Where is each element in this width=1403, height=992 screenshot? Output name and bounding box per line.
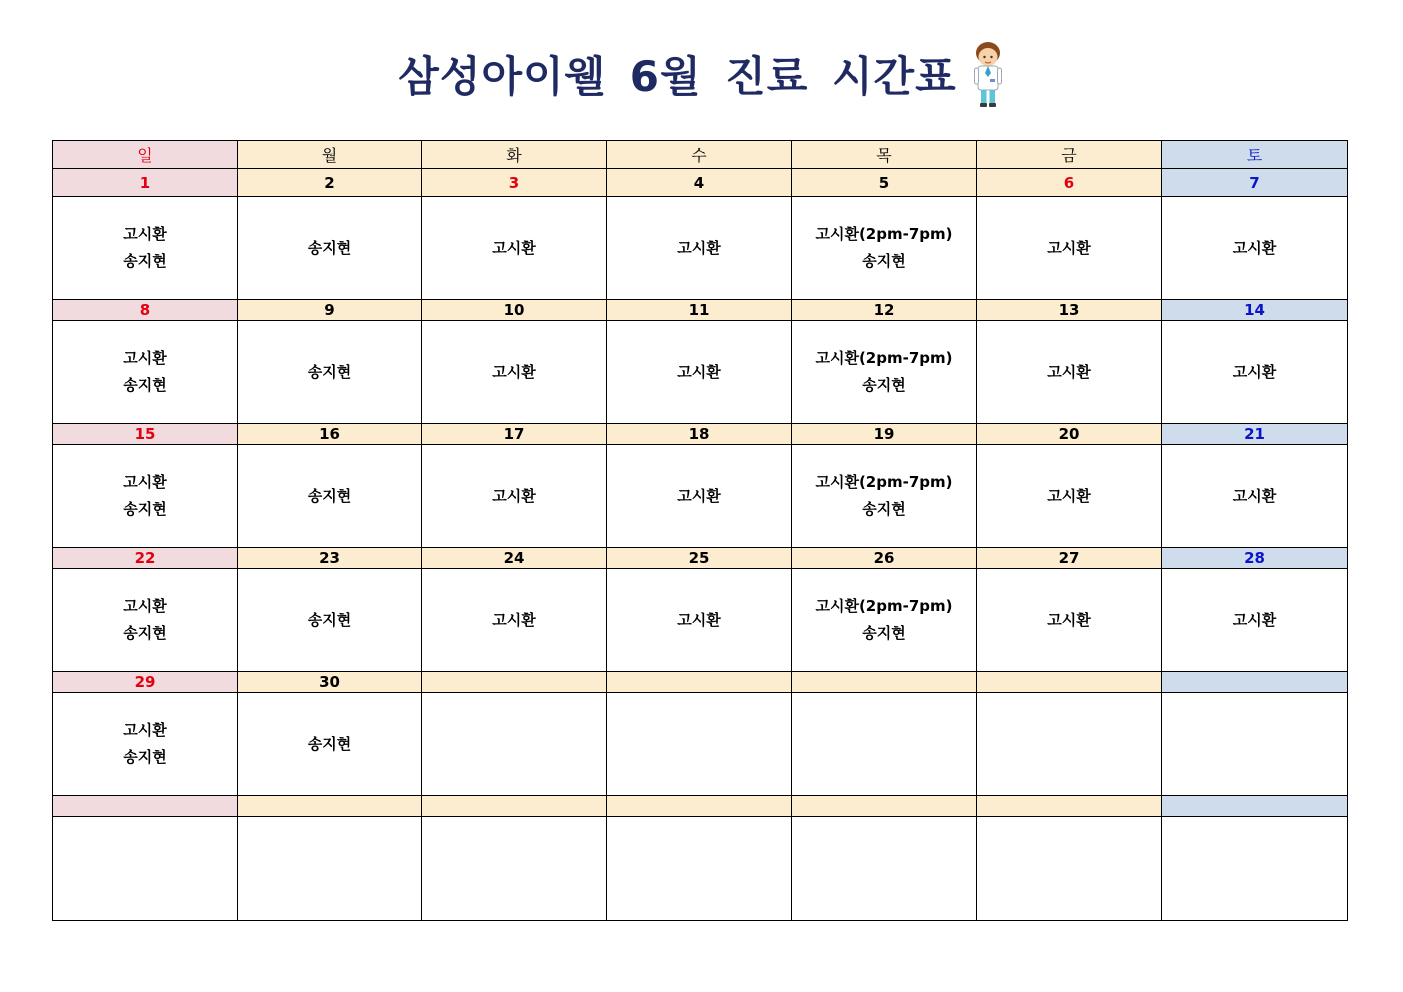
doctor-name: 고시환 <box>492 362 536 381</box>
date-cell-mon: 9 <box>238 300 422 321</box>
date-cell-sun: 15 <box>53 424 238 445</box>
weekday-header-row <box>53 141 1348 169</box>
date-cell-fri <box>977 796 1162 817</box>
schedule-row <box>53 321 1348 424</box>
date-cell-wed: 4 <box>607 169 792 197</box>
schedule-cell-mon <box>238 197 422 300</box>
date-cell-tue: 3 <box>422 169 607 197</box>
schedule-cell-thu <box>792 693 977 796</box>
date-cell-thu: 26 <box>792 548 977 569</box>
weekday-wed: 수 <box>607 141 792 169</box>
schedule-cell-tue <box>422 817 607 921</box>
doctor-name: 고시환(2pm-7pm) <box>815 225 953 243</box>
schedule-cell-fri <box>977 197 1162 300</box>
schedule-cell-tue <box>422 445 607 548</box>
weekday-fri: 금 <box>977 141 1162 169</box>
doctor-name: 송지현 <box>862 624 906 642</box>
weekday-mon: 월 <box>238 141 422 169</box>
schedule-cell-mon <box>238 445 422 548</box>
schedule-cell-mon <box>238 817 422 921</box>
schedule-cell-fri <box>977 693 1162 796</box>
date-cell-thu: 19 <box>792 424 977 445</box>
schedule-cell-wed <box>607 197 792 300</box>
schedule-row <box>53 445 1348 548</box>
date-cell-mon: 30 <box>238 672 422 693</box>
date-cell-tue: 24 <box>422 548 607 569</box>
date-cell-mon <box>238 796 422 817</box>
schedule-cell-sat <box>1162 197 1348 300</box>
date-cell-mon: 16 <box>238 424 422 445</box>
doctor-name: 고시환 <box>1047 238 1091 257</box>
schedule-cell-tue <box>422 569 607 672</box>
schedule-cell-thu <box>792 445 977 548</box>
date-cell-fri: 6 <box>977 169 1162 197</box>
doctor-name: 송지현 <box>307 486 352 505</box>
schedule-cell-thu <box>792 197 977 300</box>
doctor-name: 고시환 <box>677 362 721 381</box>
date-cell-tue <box>422 672 607 693</box>
schedule-cell-sat <box>1162 817 1348 921</box>
schedule-cell-wed <box>607 569 792 672</box>
date-cell-tue: 17 <box>422 424 607 445</box>
schedule-row <box>53 817 1348 921</box>
date-row <box>53 169 1348 197</box>
doctor-name: 송지현 <box>123 376 167 394</box>
date-cell-sun: 1 <box>53 169 238 197</box>
doctor-name: 송지현 <box>307 362 352 381</box>
doctor-name: 고시환 <box>123 225 167 243</box>
date-cell-fri: 13 <box>977 300 1162 321</box>
date-cell-tue: 10 <box>422 300 607 321</box>
date-cell-sun <box>53 796 238 817</box>
date-cell-sun: 29 <box>53 672 238 693</box>
doctor-name: 고시환 <box>1047 610 1091 629</box>
schedule-row <box>53 693 1348 796</box>
date-cell-sat: 28 <box>1162 548 1348 569</box>
doctor-name: 고시환(2pm-7pm) <box>815 473 953 491</box>
schedule-cell-fri <box>977 817 1162 921</box>
schedule-cell-tue <box>422 693 607 796</box>
doctor-name: 고시환 <box>677 238 721 257</box>
schedule-cell-tue <box>422 197 607 300</box>
weekday-thu: 목 <box>792 141 977 169</box>
doctor-name: 송지현 <box>123 252 167 270</box>
date-cell-sat <box>1162 796 1348 817</box>
date-cell-wed: 18 <box>607 424 792 445</box>
doctor-name: 고시환(2pm-7pm) <box>815 349 953 367</box>
schedule-cell-sun <box>53 693 238 796</box>
doctor-name: 고시환 <box>492 610 536 629</box>
date-row <box>53 424 1348 445</box>
date-cell-sat: 21 <box>1162 424 1348 445</box>
date-cell-sun: 22 <box>53 548 238 569</box>
doctor-name: 고시환 <box>1047 362 1091 381</box>
doctor-name: 송지현 <box>307 610 352 629</box>
schedule-cell-wed <box>607 817 792 921</box>
date-cell-sun: 8 <box>53 300 238 321</box>
schedule-cell-tue <box>422 321 607 424</box>
doctor-name: 고시환 <box>1232 486 1277 505</box>
date-cell-mon: 2 <box>238 169 422 197</box>
date-cell-thu: 5 <box>792 169 977 197</box>
date-cell-wed <box>607 672 792 693</box>
schedule-cell-sun <box>53 445 238 548</box>
doctor-name: 고시환 <box>492 238 536 257</box>
doctor-name: 고시환 <box>1232 362 1277 381</box>
doctor-name: 고시환 <box>123 721 167 739</box>
schedule-table <box>52 140 1348 921</box>
doctor-icon <box>971 39 1005 109</box>
date-cell-fri: 20 <box>977 424 1162 445</box>
doctor-name: 고시환 <box>123 349 167 367</box>
date-cell-wed: 25 <box>607 548 792 569</box>
schedule-cell-mon <box>238 321 422 424</box>
schedule-cell-sat <box>1162 445 1348 548</box>
schedule-cell-thu <box>792 569 977 672</box>
doctor-name: 송지현 <box>862 500 906 518</box>
weekday-tue: 화 <box>422 141 607 169</box>
date-cell-sat: 7 <box>1162 169 1348 197</box>
date-cell-sat <box>1162 672 1348 693</box>
doctor-name: 고시환 <box>492 486 536 505</box>
weekday-sat: 토 <box>1162 141 1348 169</box>
title-bar <box>0 38 1403 110</box>
schedule-cell-wed <box>607 321 792 424</box>
doctor-name: 송지현 <box>307 734 352 753</box>
date-cell-mon: 23 <box>238 548 422 569</box>
doctor-name: 송지현 <box>123 748 167 766</box>
date-cell-fri: 27 <box>977 548 1162 569</box>
doctor-name: 송지현 <box>123 624 167 642</box>
date-cell-thu <box>792 672 977 693</box>
schedule-cell-sat <box>1162 693 1348 796</box>
date-cell-thu: 12 <box>792 300 977 321</box>
doctor-name: 송지현 <box>862 252 906 270</box>
weekday-sun: 일 <box>53 141 238 169</box>
schedule-cell-thu <box>792 817 977 921</box>
date-row <box>53 300 1348 321</box>
schedule-row <box>53 569 1348 672</box>
doctor-name: 송지현 <box>123 500 167 518</box>
date-cell-wed: 11 <box>607 300 792 321</box>
page-title: 삼성아이웰 6월 진료 시간표 <box>398 52 957 101</box>
date-cell-thu <box>792 796 977 817</box>
date-row <box>53 548 1348 569</box>
schedule-cell-sat <box>1162 321 1348 424</box>
schedule-cell-sun <box>53 197 238 300</box>
date-row <box>53 796 1348 817</box>
schedule-cell-sun <box>53 817 238 921</box>
schedule-cell-wed <box>607 445 792 548</box>
doctor-name: 송지현 <box>862 376 906 394</box>
schedule-cell-sun <box>53 569 238 672</box>
doctor-name: 송지현 <box>307 238 352 257</box>
doctor-name: 고시환 <box>1232 238 1277 257</box>
schedule-cell-sat <box>1162 569 1348 672</box>
date-row <box>53 672 1348 693</box>
doctor-name: 고시환 <box>677 610 721 629</box>
doctor-name: 고시환 <box>677 486 721 505</box>
schedule-cell-fri <box>977 445 1162 548</box>
date-cell-fri <box>977 672 1162 693</box>
schedule-cell-sun <box>53 321 238 424</box>
doctor-name: 고시환(2pm-7pm) <box>815 597 953 615</box>
doctor-name: 고시환 <box>1232 610 1277 629</box>
doctor-name: 고시환 <box>123 473 167 491</box>
date-cell-sat: 14 <box>1162 300 1348 321</box>
schedule-cell-mon <box>238 569 422 672</box>
schedule-cell-fri <box>977 569 1162 672</box>
schedule-cell-fri <box>977 321 1162 424</box>
doctor-name: 고시환 <box>1047 486 1091 505</box>
schedule-cell-wed <box>607 693 792 796</box>
date-cell-wed <box>607 796 792 817</box>
schedule-cell-mon <box>238 693 422 796</box>
schedule-cell-thu <box>792 321 977 424</box>
schedule-row <box>53 197 1348 300</box>
date-cell-tue <box>422 796 607 817</box>
doctor-name: 고시환 <box>123 597 167 615</box>
